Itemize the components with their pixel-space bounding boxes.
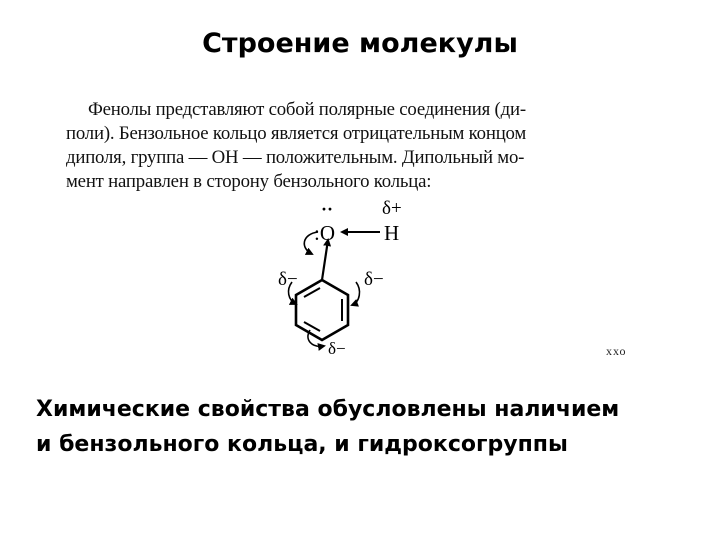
benzene-ring (296, 280, 348, 340)
excerpt-line: мент направлен в сторону бензольного кольца: (66, 171, 432, 192)
right-curved-arrow (352, 282, 359, 305)
delta-minus-left-label: δ− (278, 269, 298, 290)
oxygen-label: :O (314, 221, 335, 245)
delta-plus-label: δ+ (382, 198, 402, 219)
hydrogen-label: H (384, 221, 400, 245)
delta-minus-right-label: δ− (364, 269, 384, 290)
delta-minus-bottom-label: δ− (328, 339, 346, 356)
excerpt-line: поли). Бензольное кольцо является отрицательным концом (66, 123, 527, 144)
slide-title: Строение молекулы (202, 28, 518, 59)
excerpt-line: Фенолы представляют собой полярные соединения (ди- (88, 99, 526, 120)
lone-pair-label: ·· (321, 199, 334, 219)
scanned-excerpt (66, 98, 646, 356)
phenol-dipole-structure (66, 98, 646, 356)
conclusion-line: и бензольного кольца, и гидроксогруппы (36, 432, 568, 457)
c-o-bond-arrow (322, 240, 328, 280)
cut-text-fragment: ххо (606, 344, 627, 358)
excerpt-line: диполя, группа — ОН — положительным. Дипольный мо- (66, 147, 525, 168)
conclusion-text (36, 392, 696, 462)
conclusion-line: Химические свойства обусловлены наличием (36, 397, 620, 422)
